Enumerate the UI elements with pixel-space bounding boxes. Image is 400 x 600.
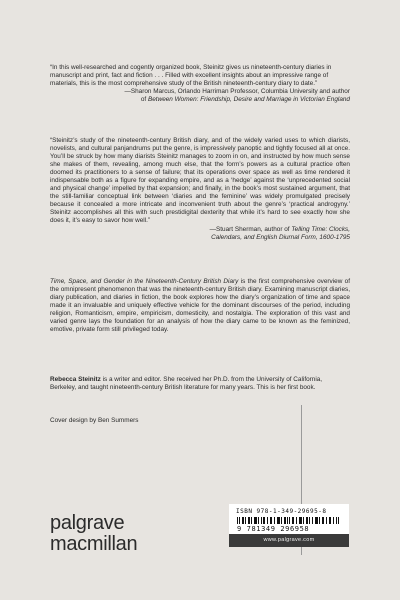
publisher-website: www.palgrave.com bbox=[229, 534, 349, 547]
attribution-line-2 bbox=[50, 234, 350, 242]
quote-marcus-attribution bbox=[50, 88, 350, 104]
author-name: Rebecca Steinitz bbox=[50, 376, 101, 383]
publisher-logo bbox=[50, 513, 137, 555]
description-text bbox=[50, 278, 350, 334]
cover-credit-text: Cover design by Ben Summers bbox=[50, 417, 139, 424]
quote-marcus-text: “In this well-researched and cogently organized book, Steinitz gives us nineteenth-century diaries in manuscript and print, fact and fiction . . . Filled with excellent insights about an impressive range of materials, this is the most comprehensive study of the British nineteenth-century diary to date.” bbox=[50, 64, 332, 88]
attribution-line: —Sharon Marcus, Orlando Harriman Professor, Columbia University and author bbox=[124, 88, 350, 96]
bio-body: is a writer and editor. She received her Ph.D. from the University of California, Berkeley, and taught nineteenth-century British literature for many years. This is her first book. bbox=[50, 376, 323, 392]
attribution-prefix: —Stuart Sherman, author of bbox=[209, 225, 292, 233]
attribution-book-title-cont: Calendars, and English Diurnal Form, 1600-1795 bbox=[211, 233, 350, 241]
author-bio bbox=[50, 376, 350, 392]
attribution-prefix: of bbox=[140, 96, 148, 104]
attribution-line bbox=[50, 226, 350, 234]
book-title: Time, Space, and Gender in the Nineteenth-Century British Diary bbox=[50, 278, 239, 285]
quote-sherman bbox=[50, 137, 350, 242]
bio-text bbox=[50, 376, 350, 392]
description-body: is the first comprehensive overview of the omnipresent phenomenon that was the nineteenth-century British diary. Examining manuscript diaries, diary publication, and diaries in fiction, the book explores how the diary’s organization of time and space made it an invaluable and uniquely effective vehicle for the dominant discourses of the period, including religion, Romanticism, empire, empiricism, domesticity, and nostalgia. The exploration of this vast and varied genre lays the foundation for an analysis of how the diary came to be known as the feminized, emotive, private form still privileged today. bbox=[50, 278, 350, 334]
attribution-line-2 bbox=[50, 96, 350, 104]
attribution-book-title: Between Women: Friendship, Desire and Marriage in Victorian England bbox=[147, 96, 350, 104]
barcode-number-strip bbox=[229, 524, 349, 534]
barcode-number: 9 781349 296958 bbox=[237, 525, 310, 533]
cover-credit bbox=[50, 417, 350, 425]
quote-sherman-text: “Steinitz’s study of the nineteenth-century British diary, and of the widely varied uses to which diarists, novelists, and cultural panjandrums put the genre, is impressively panoptic and tightly focused all at once. You’ll be struck by how many diarists Steinitz manages to zoom in on, and instructed by how much sense she makes of them, revealing, among much else, that the form’s powers as a cultural practice often doomed its practitioners to a sense of failure; that its operations over space as well as time rendered it indispensable both as a figure for expanding empire, and as a ‘hedge’ against the ‘unprecedented social and physical change’ impelled by that expansion; and finally, in the book’s most sustained argument, that the still-familiar conceptual link between ‘diaries and the feminine’ was widely promulgated precisely because it concealed a more intricate and inconvenient truth about the genre’s ‘practical androgyny.’ Steinitz accomplishes all this with such prestidigital dexterity that while it’s hard to see exactly how she does it, it’s easy to savor how well.” bbox=[50, 137, 350, 225]
attribution-book-title: Telling Time: Clocks, bbox=[291, 225, 350, 233]
isbn-label: ISBN 978-1-349-29695-8 bbox=[236, 508, 327, 515]
book-description bbox=[50, 278, 350, 334]
publisher-logo-line2: macmillan bbox=[50, 533, 138, 555]
quote-marcus bbox=[50, 64, 350, 104]
publisher-logo-line1: palgrave bbox=[50, 512, 125, 534]
quote-sherman-attribution bbox=[50, 226, 350, 242]
